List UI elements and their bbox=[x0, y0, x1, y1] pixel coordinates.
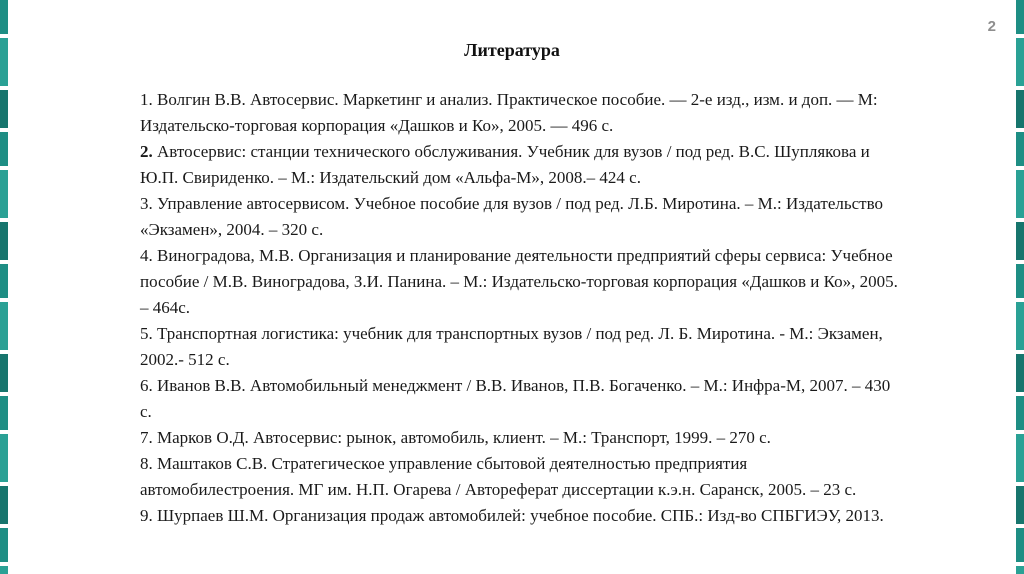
reference-item bbox=[140, 425, 898, 451]
slide-title: Литература bbox=[464, 40, 560, 60]
reference-item bbox=[140, 451, 898, 503]
reference-number: 5. bbox=[140, 324, 153, 343]
reference-item bbox=[140, 87, 898, 139]
reference-number: 3. bbox=[140, 194, 153, 213]
reference-number: 4. bbox=[140, 246, 153, 265]
reference-text: Управление автосервисом. Учебное пособие для вузов / под ред. Л.Б. Миротина. – М.: Издательство «Экзамен», 2004. – 320 с. bbox=[140, 194, 883, 239]
reference-number: 7. bbox=[140, 428, 153, 447]
reference-text: Шурпаев Ш.М. Организация продаж автомобилей: учебное пособие. СПБ.: Изд-во СПБГИЭУ, 2013. bbox=[157, 506, 884, 525]
right-accent-bar bbox=[1016, 0, 1024, 574]
reference-item bbox=[140, 191, 898, 243]
references-list bbox=[140, 87, 898, 529]
reference-text: Автосервис: станции технического обслуживания. Учебник для вузов / под ред. В.С. Шуплякова и Ю.П. Свириденко. – М.: Издательский дом «Альфа-М», 2008.– 424 с. bbox=[140, 142, 870, 187]
reference-text: Транспортная логистика: учебник для транспортных вузов / под ред. Л. Б. Миротина. - М.: Экзамен, 2002.- 512 с. bbox=[140, 324, 883, 369]
reference-number: 1. bbox=[140, 90, 153, 109]
reference-item bbox=[140, 503, 898, 529]
slide-page-number: 2 bbox=[987, 18, 996, 35]
reference-text: Виноградова, М.В. Организация и планирование деятельности предприятий сферы сервиса: Учебное пособие / М.В. Виноградова, З.И. Панина. – М.: Издательско-торговая корпорация «Дашков и Ко», 2005. – 464с. bbox=[140, 246, 898, 317]
reference-text: Волгин В.В. Автосервис. Маркетинг и анализ. Практическое пособие. — 2-е изд., изм. и доп. — М: Издательско-торговая корпорация «Дашков и Ко», 2005. — 496 с. bbox=[140, 90, 878, 135]
reference-item bbox=[140, 321, 898, 373]
left-accent-bar bbox=[0, 0, 8, 574]
reference-text: Марков О.Д. Автосервис: рынок, автомобиль, клиент. – М.: Транспорт, 1999. – 270 с. bbox=[157, 428, 771, 447]
reference-text: Иванов В.В. Автомобильный менеджмент / В.В. Иванов, П.В. Богаченко. – М.: Инфра-М, 2007. – 430 с. bbox=[140, 376, 891, 421]
reference-item bbox=[140, 139, 898, 191]
reference-number: 2. bbox=[140, 142, 153, 161]
reference-number: 6. bbox=[140, 376, 153, 395]
reference-item bbox=[140, 373, 898, 425]
reference-text: Маштаков С.В. Стратегическое управление сбытовой деятелностью предприятия автомобилестроения. МГ им. Н.П. Огарева / Автореферат диссертации к.э.н. Саранск, 2005. – 23 с. bbox=[140, 454, 857, 499]
reference-number: 8. bbox=[140, 454, 153, 473]
reference-item bbox=[140, 243, 898, 321]
reference-number: 9. bbox=[140, 506, 153, 525]
